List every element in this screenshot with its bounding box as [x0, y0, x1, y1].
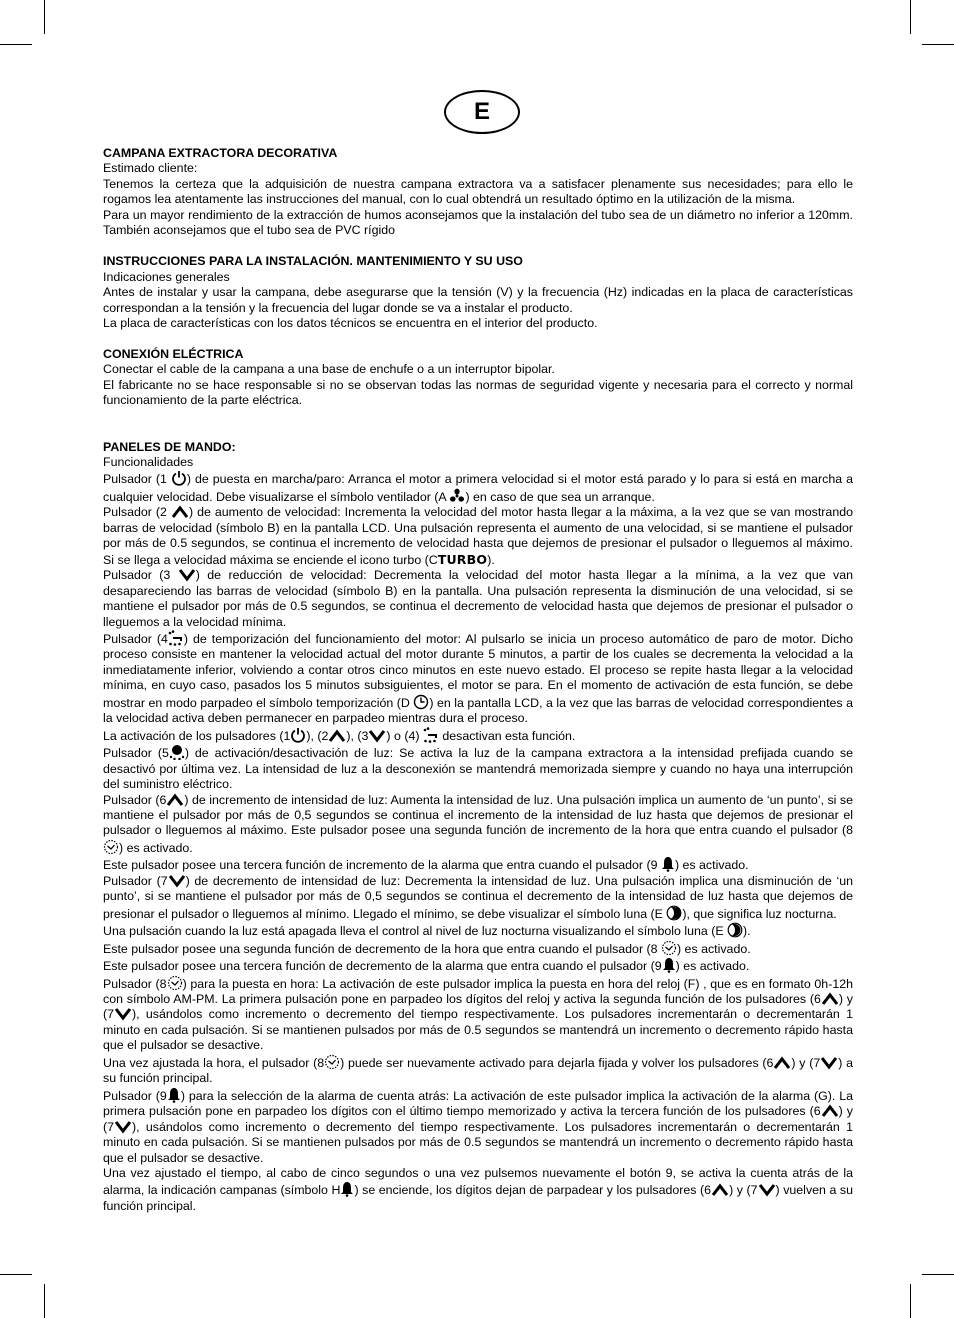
paragraph: Para un mayor rendimiento de la extracción de humos aconsejamos que la instalación del tubo sea de un diámetro no inferior a 120mm. También aconsejamos que el tubo sea de PVC rígido	[103, 207, 853, 238]
bell-icon	[340, 1181, 354, 1197]
paragraph: Este pulsador posee una tercera función de decremento de la alarma que entra cuando el pulsador (9 ) es activado.	[103, 959, 750, 974]
clock-set-icon	[103, 839, 119, 855]
section-title: INSTRUCCIONES PARA LA INSTALACIÓN. MANTENIMIENTO Y SU USO	[103, 254, 523, 269]
paragraph-button-5: Pulsador (5 ) de activación/desactivación de luz: Se activa la luz de la campana extractora a la intensidad prefijada cuando se desactivó por última vez. La intensidad de luz a la desconexión se mantendrá memorizada siempre y cuando no haya una interrupción del suministro eléctrico.	[103, 746, 853, 792]
crop-mark	[0, 1274, 32, 1275]
paragraph: La placa de características con los datos técnicos se encuentra en el interior del producto.	[103, 315, 598, 330]
paragraph: Indicaciones generales	[103, 269, 230, 284]
chevron-up-icon	[171, 505, 189, 519]
paragraph-button-6: Pulsador (6 ) de incremento de intensidad de luz: Aumenta la intensidad de luz. Una pulsación implica un aumento de ‘un punto’, si se mantiene el pulsador por más de 0,5 segundos se continua el incremento de la intensidad de luz hasta que dejemos de presionar el pulsador o lleguemos al máximo. Este pulsador posee una segunda función de incremento de la hora que entra cuando el pulsador (8 ) es activado.	[103, 792, 853, 855]
clock-icon	[413, 694, 429, 710]
paragraph: Tenemos la certeza que la adquisición de nuestra campana extractora va a satisfacer plenamente sus necesidades; para ello le rogamos lea atentamente las instrucciones del manual, con lo cual obtendrá un resultado óptimo en la utilización de la misma.	[103, 176, 853, 207]
section-title: CAMPANA EXTRACTORA DECORATIVA	[103, 146, 338, 160]
moon-icon	[666, 905, 682, 921]
paragraph-button-1: Pulsador (1 ) de puesta en marcha/paro: Arranca el motor a primera velocidad si el motor está parado y lo para si está en marcha a cualquier velocidad. Debe visualizarse el símbolo ventilador (A ) en caso de que sea un arranque.	[103, 472, 854, 504]
crop-mark	[0, 44, 32, 45]
chevron-up-icon	[711, 1183, 729, 1197]
section-title: CONEXIÓN ELÉCTRICA	[103, 346, 244, 361]
light-bulb-icon	[169, 744, 185, 760]
chevron-down-icon	[820, 1056, 838, 1070]
paragraph: Funcionalidades	[103, 455, 194, 470]
paragraph: Una vez ajustado el tiempo, al cabo de cinco segundos o una vez pulsemos nuevamente el botón 9, se activa la cuenta atrás de la alarma, la indicación campanas (símbolo H ) se enciende, los dígitos dejan de parpadear y los pulsadores (6 ) y (7 ) vuelven a su función principal.	[103, 1165, 853, 1213]
crop-mark	[44, 1284, 45, 1318]
chevron-down-icon	[168, 874, 186, 888]
bell-icon	[662, 957, 676, 973]
clock-set-icon	[661, 940, 677, 956]
paragraph-button-8: Pulsador (8 ) para la puesta en hora: La activación de este pulsador implica la puesta en hora del reloj (F) , que es en formato 0h-12h con símbolo AM-PM. La primera pulsación pone en parpadeo los dígitos del reloj y activa la segunda función de los pulsadores (6 ) y (7 ), usándolos como incremento o decremento del tiempo respectivamente. Los pulsadores incrementarán o decrementarán 1 minuto en cada pulsación. Si se mantienen pulsados por más de 0.5 segundos se mantendrá un incremento o decremento rápido hasta que el pulsador se desactive.	[103, 976, 854, 1053]
paragraph-button-3: Pulsador (3 ) de reducción de velocidad: Decrementa la velocidad del motor hasta llegar a la mínima, a la vez que van desapareciendo las barras de velocidad (símbolo B) en la pantalla. Una pulsación representa la disminución de una velocidad, si se mantiene el pulsador por más de 0.5 segundos, se continua el decremento de velocidad hasta que dejemos de presionar el pulsador o lleguemos a la velocidad mínima.	[103, 568, 853, 629]
chevron-up-icon	[773, 1056, 791, 1070]
paragraph-button-4-deactivation: La activación de los pulsadores (1 ), (2 ), (3 ) o (4) desactivan esta función.	[103, 728, 576, 743]
timer-icon	[423, 727, 439, 743]
turbo-label: TURBO	[437, 551, 488, 567]
power-icon	[290, 727, 306, 743]
paragraph-button-2: Pulsador (2 ) de aumento de velocidad: Incrementa la velocidad del motor hasta llegar a la máxima, a la vez que se van mostrando barras de velocidad (símbolo B) en la pantalla LCD. Una pulsación representa el aumento de una velocidad, si se mantiene el pulsador por más de 0.5 segundos, se continua el incremento de velocidad hasta que dejemos de presionar el pulsador o lleguemos al máximo. Si se llega a velocidad máxima se enciende el icono turbo (CTURBO).	[103, 505, 853, 567]
language-badge	[444, 90, 520, 134]
paragraph: Una pulsación cuando la luz está apagada lleva el control al nivel de luz nocturna visualizando el símbolo luna (E ).	[103, 924, 751, 939]
paragraph-button-4: Pulsador (4 ) de temporización del funcionamiento del motor: Al pulsarlo se inicia un proceso automático de paro de motor. Dicho proceso consiste en mantener la velocidad actual del motor durante 5 minutos, a partir de los cuales se decrementa la velocidad a la inmediatamente inferior, volviendo a contar otros cinco minutos en este nuevo estado. El proceso se repite hasta llegar a la velocidad mínima, en cuyo caso, pasados los 5 minutos subsiguientes, el motor se para. En el momento de activación de esta función, se debe mostrar en modo parpadeo el símbolo temporización (D ) en la pantalla LCD, a la vez que las barras de velocidad correspondientes a la velocidad activa deben permanecer en parpadeo mientras dura el proceso.	[103, 632, 853, 726]
paragraph: Conectar el cable de la campana a una base de enchufe o a un interruptor bipolar.	[103, 362, 555, 377]
crop-mark	[922, 1274, 954, 1275]
paragraph: Antes de instalar y usar la campana, debe asegurarse que la tensión (V) y la frecuencia (Hz) indicadas en la placa de características correspondan a la tensión y la frecuencia del lugar donde se va a instalar el producto.	[103, 285, 853, 315]
moon-icon	[727, 922, 743, 938]
chevron-down-icon	[758, 1183, 776, 1197]
chevron-down-icon	[178, 568, 196, 582]
chevron-down-icon	[114, 1007, 132, 1021]
paragraph: Una vez ajustada la hora, el pulsador (8 ) puede ser nuevamente activado para dejarla fijada y volver los pulsadores (6 ) y (7 ) a su función principal.	[103, 1055, 853, 1086]
chevron-up-icon	[166, 793, 184, 807]
crop-mark	[910, 1284, 911, 1318]
paragraph-button-7: Pulsador (7 ) de decremento de intensidad de luz: Decrementa la intensidad de luz. Una pulsación implica una disminución de ‘un punto’, si se mantiene el pulsador por más de 0,5 segundos se continua el decremento de la intensidad de luz hasta que dejemos de presionar el pulsador o lleguemos al mínimo. Llegado el mínimo, se debe visualizar el símbolo luna (E ), que significa luz nocturna.	[103, 873, 853, 921]
paragraph-button-9: Pulsador (9 ) para la selección de la alarma de cuenta atrás: La activación de este pulsador implica la activación de la alarma (G). La primera pulsación pone en parpadeo los dígitos con el último tiempo memorizado y activa la tercera función de los pulsadores (6 ) y (7 ), usándolos como incremento o decremento del tiempo respectivamente. Los pulsadores incrementarán o decrementarán 1 minuto en cada pulsación. Si se mantienen pulsados por más de 0.5 segundos se mantendrá un incremento o decremento rápido hasta que el pulsador se desactive.	[103, 1088, 854, 1165]
chevron-up-icon	[328, 729, 346, 743]
bell-icon	[167, 1087, 181, 1103]
section-title: PANELES DE MANDO:	[103, 439, 236, 454]
timer-icon	[168, 630, 184, 646]
power-icon	[171, 470, 187, 486]
bell-icon	[661, 856, 675, 872]
chevron-down-icon	[368, 729, 386, 743]
chevron-up-icon	[821, 1104, 839, 1118]
paragraph: Estimado cliente:	[103, 161, 198, 176]
paragraph: Este pulsador posee una segunda función de decremento de la hora que entra cuando el pulsador (8 ) es activado.	[103, 941, 751, 956]
document-body	[103, 146, 853, 1214]
paragraph: Este pulsador posee una tercera función de incremento de la alarma que entra cuando el pulsador (9 ) es activado.	[103, 858, 749, 873]
clock-set-icon	[324, 1054, 340, 1070]
crop-mark	[910, 0, 911, 34]
language-letter: E	[473, 98, 490, 125]
paragraph: El fabricante no se hace responsable si no se observan todas las normas de seguridad vigente y necesaria para el correcto y normal funcionamiento de la parte eléctrica.	[103, 377, 853, 408]
fan-icon	[449, 488, 465, 504]
crop-mark	[922, 44, 954, 45]
chevron-down-icon	[114, 1120, 132, 1134]
crop-mark	[44, 0, 45, 34]
chevron-up-icon	[821, 992, 839, 1006]
clock-set-icon	[167, 975, 183, 991]
